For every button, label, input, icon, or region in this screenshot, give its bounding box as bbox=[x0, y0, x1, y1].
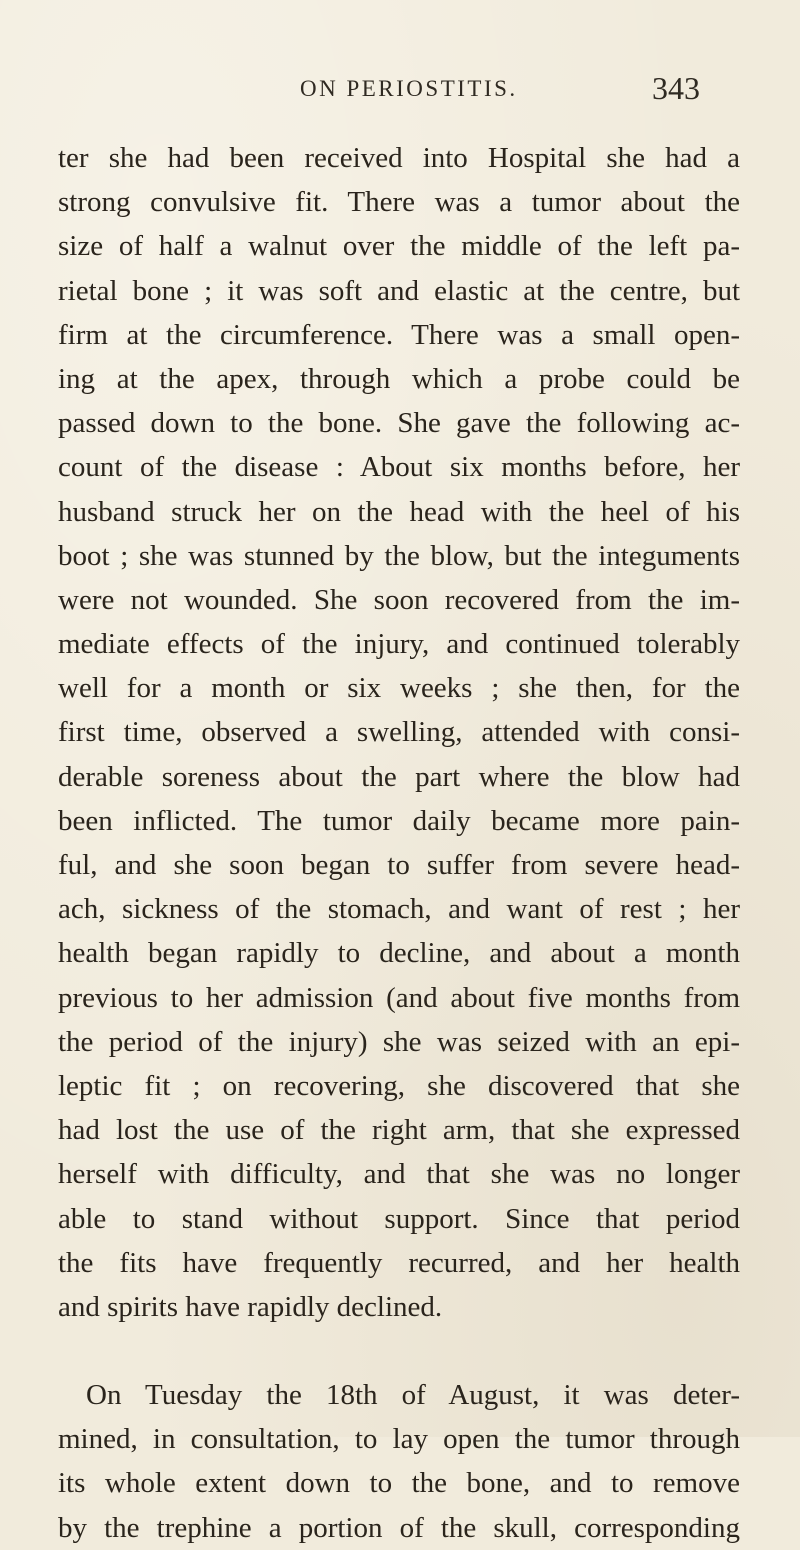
text-line: able to stand without support. Since that period bbox=[58, 1202, 740, 1235]
text-line: boot ; she was stunned by the blow, but the integuments bbox=[58, 539, 740, 572]
text-line: mined, in consultation, to lay open the tumor through bbox=[58, 1423, 740, 1456]
text-line: count of the disease : About six months before, her bbox=[58, 451, 740, 484]
text-line: On Tuesday the 18th of August, it was deter- bbox=[86, 1379, 740, 1412]
text-line: ter she had been received into Hospital she had a bbox=[58, 142, 740, 174]
text-line: first time, observed a swelling, attended with consi- bbox=[58, 716, 740, 749]
text-line: been inflicted. The tumor daily became more pain- bbox=[58, 804, 740, 837]
text-line: its whole extent down to the bone, and to remove bbox=[58, 1467, 740, 1500]
text-line: leptic fit ; on recovering, she discovered that she bbox=[58, 1069, 740, 1102]
text-line: ach, sickness of the stomach, and want of rest ; her bbox=[58, 893, 740, 926]
text-line: the period of the injury) she was seized with an epi- bbox=[58, 1025, 740, 1058]
text-line: mediate effects of the injury, and continued tolerably bbox=[58, 628, 740, 661]
text-line: firm at the circumference. There was a small open- bbox=[58, 318, 740, 351]
paragraph bbox=[58, 136, 740, 1329]
text-line: strong convulsive fit. There was a tumor about the bbox=[58, 186, 740, 219]
page-number: 343 bbox=[652, 70, 700, 106]
text-line: were not wounded. She soon recovered from the im- bbox=[58, 583, 740, 616]
text-line: by the trephine a portion of the skull, corresponding bbox=[58, 1511, 740, 1544]
text-line: passed down to the bone. She gave the following ac- bbox=[58, 407, 740, 440]
text-line: husband struck her on the head with the heel of his bbox=[58, 495, 740, 528]
text-line: had lost the use of the right arm, that she expressed bbox=[58, 1114, 740, 1147]
text-line: ing at the apex, through which a probe could be bbox=[58, 362, 740, 395]
text-line: and spirits have rapidly declined. bbox=[58, 1290, 443, 1323]
paragraph-break bbox=[58, 1329, 740, 1373]
body-text bbox=[58, 136, 740, 1550]
text-line: health began rapidly to decline, and about a month bbox=[58, 937, 740, 970]
text-line: derable soreness about the part where the blow had bbox=[58, 760, 740, 793]
text-line: previous to her admission (and about five months from bbox=[58, 981, 740, 1014]
running-title: ON PERIOSTITIS. bbox=[300, 76, 518, 101]
text-line: rietal bone ; it was soft and elastic at the centre, but bbox=[58, 274, 740, 307]
text-line: herself with difficulty, and that she was no longer bbox=[58, 1158, 740, 1191]
text-line: ful, and she soon began to suffer from severe head- bbox=[58, 849, 740, 881]
text-line: size of half a walnut over the middle of the left pa- bbox=[58, 230, 740, 263]
text-line: the fits have frequently recurred, and her health bbox=[58, 1246, 740, 1279]
text-line: well for a month or six weeks ; she then, for the bbox=[58, 672, 740, 705]
paragraph bbox=[58, 1373, 740, 1550]
running-head bbox=[0, 70, 800, 116]
